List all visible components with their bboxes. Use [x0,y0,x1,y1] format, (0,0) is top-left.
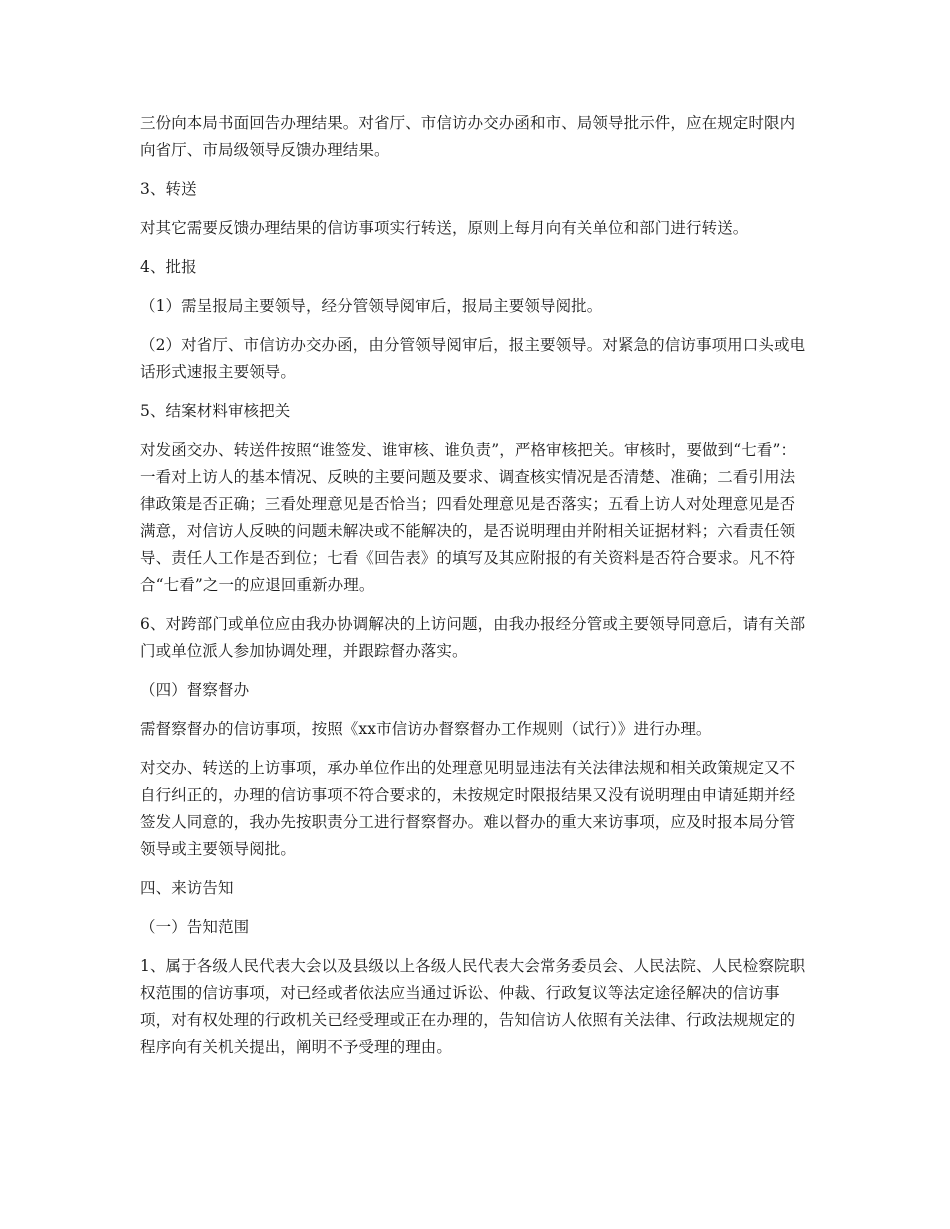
paragraph-reply-results: 三份向本局书面回告办理结果。对省厅、市信访办交办函和市、局领导批示件，应在规定时限内向省厅、市局级领导反馈办理结果。 [140,114,796,159]
paragraph-notice-scope-1: 1、属于各级人民代表大会以及县级以上各级人民代表大会常务委员会、人民法院、人民检察院职权范围的信访事项，对已经或者依法应当通过诉讼、仲裁、行政复议等法定途径解决的信访事项，对有权处理的行政机关已经受理或正在办理的，告知信访人依照有关法律、行政法规规定的程序向有关机关提出，阐明不予受理的理由。 [140,957,806,1056]
heading-report: 4、批报 [140,258,197,276]
paragraph-report-2: （2）对省厅、市信访办交办函，由分管领导阅审后，报主要领导。对紧急的信访事项用口头或电话形式速报主要领导。 [140,336,806,381]
document-body [140,110,808,1073]
heading-visit-notice: 四、来访告知 [140,879,234,897]
paragraph-report-1: （1）需呈报局主要领导，经分管领导阅审后，报局主要领导阅批。 [140,297,603,315]
paragraph-supervision-detail: 对交办、转送的上访事项，承办单位作出的处理意见明显违法有关法律法规和相关政策规定又不自行纠正的，办理的信访事项不符合要求的，未按规定时限报结果又没有说明理由申请延期并经签发人同意的，我办先按职责分工进行督察督办。难以督办的重大来访事项，应及时报本局分管领导或主要领导阅批。 [140,759,796,858]
paragraph-coordination: 6、对跨部门或单位应由我办协调解决的上访问题，由我办报经分管或主要领导同意后，请有关部门或单位派人参加协调处理，并跟踪督办落实。 [140,615,806,660]
paragraph-supervision-rules: 需督察督办的信访事项，按照《xx市信访办督察督办工作规则（试行）》进行办理。 [140,720,712,738]
heading-case-review: 5、结案材料审核把关 [140,402,291,420]
paragraph-seven-checks: 对发函交办、转送件按照“谁签发、谁审核、谁负责”，严格审核把关。审核时，要做到“七看”：一看对上访人的基本情况、反映的主要问题及要求、调查核实情况是否清楚、准确；二看引用法律政策是否正确；三看处理意见是否恰当；四看处理意见是否落实；五看上访人对处理意见是否满意，对信访人反映的问题未解决或不能解决的，是否说明理由并附相关证据材料；六看责任领导、责任人工作是否到位；七看《回告表》的填写及其应附报的有关资料是否符合要求。凡不符合“七看”之一的应退回重新办理。 [140,441,797,594]
heading-notice-scope: （一）告知范围 [140,918,250,936]
heading-supervision: （四）督察督办 [140,681,250,699]
paragraph-transfer: 对其它需要反馈办理结果的信访事项实行转送，原则上每月向有关单位和部门进行转送。 [140,219,749,237]
heading-transfer: 3、转送 [140,180,197,198]
